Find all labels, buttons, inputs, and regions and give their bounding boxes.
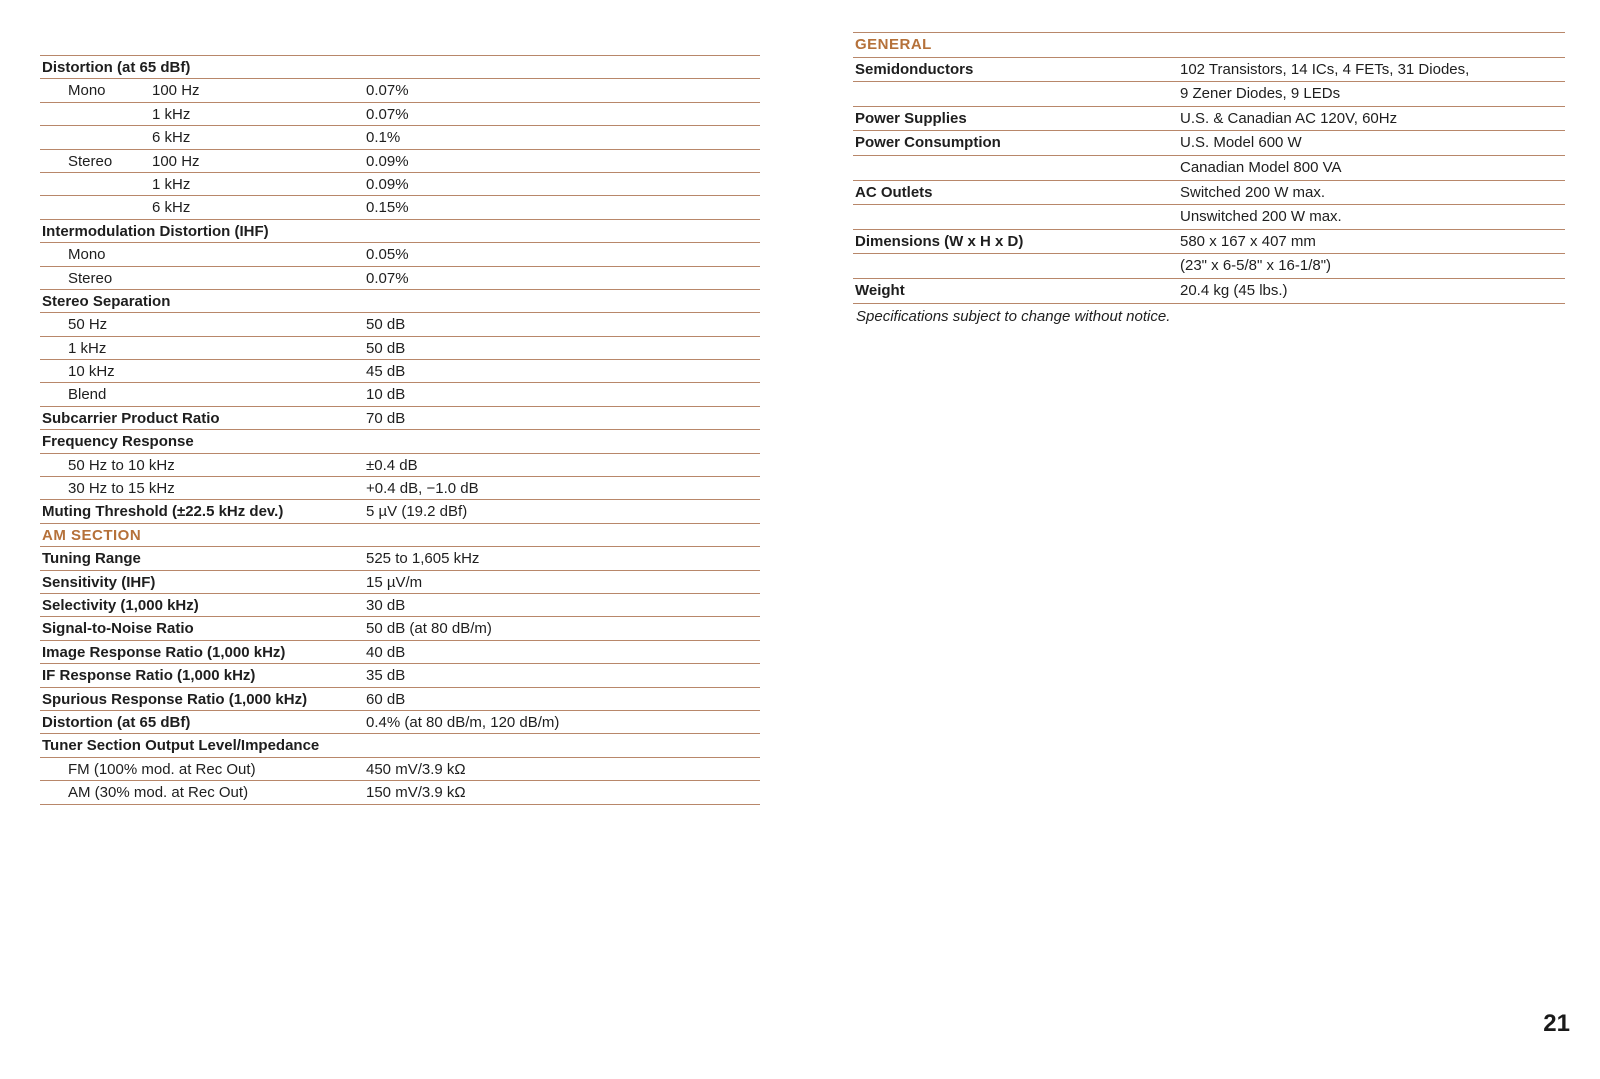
spec-sub-label: 6 kHz bbox=[152, 199, 191, 217]
spec-sub-label: 100 Hz bbox=[152, 82, 200, 100]
spec-row bbox=[40, 594, 760, 617]
spec-row bbox=[40, 103, 760, 126]
spec-label: Image Response Ratio (1,000 kHz) bbox=[42, 643, 286, 661]
spec-row bbox=[40, 313, 760, 336]
spec-label: Subcarrier Product Ratio bbox=[42, 409, 220, 427]
spec-value: +0.4 dB, −1.0 dB bbox=[366, 480, 479, 498]
footnote: Specifications subject to change without notice. bbox=[856, 308, 1171, 325]
spec-value: 0.09% bbox=[366, 175, 409, 193]
spec-label: Signal-to-Noise Ratio bbox=[42, 620, 194, 638]
spec-value: U.S. & Canadian AC 120V, 60Hz bbox=[1180, 109, 1398, 127]
spec-value: 450 mV/3.9 kΩ bbox=[366, 760, 466, 778]
spec-label: Stereo bbox=[68, 269, 113, 287]
spec-row bbox=[853, 205, 1565, 230]
spec-label: 30 Hz to 15 kHz bbox=[68, 480, 175, 498]
spec-label: Mono bbox=[68, 246, 106, 264]
section-heading bbox=[40, 524, 760, 547]
spec-row bbox=[853, 131, 1565, 156]
spec-row bbox=[40, 173, 760, 196]
spec-table-left bbox=[40, 55, 760, 805]
spec-label: Semidonductors bbox=[855, 60, 974, 78]
spec-row bbox=[40, 196, 760, 219]
spec-value: 102 Transistors, 14 ICs, 4 FETs, 31 Diodes, bbox=[1180, 60, 1470, 78]
spec-label: Tuner Section Output Level/Impedance bbox=[42, 737, 320, 755]
spec-row bbox=[40, 150, 760, 173]
spec-row bbox=[40, 664, 760, 687]
spec-row bbox=[853, 254, 1565, 279]
spec-row bbox=[853, 58, 1565, 83]
spec-value: 35 dB bbox=[366, 667, 406, 685]
spec-value: Unswitched 200 W max. bbox=[1180, 208, 1342, 226]
spec-value: 525 to 1,605 kHz bbox=[366, 550, 480, 568]
spec-label: Frequency Response bbox=[42, 433, 194, 451]
spec-label: Tuning Range bbox=[42, 550, 141, 568]
spec-label: Mono bbox=[68, 82, 106, 100]
spec-row bbox=[853, 230, 1565, 255]
spec-label: AC Outlets bbox=[855, 183, 933, 201]
spec-sub-label: 1 kHz bbox=[152, 105, 191, 123]
spec-label: 50 Hz to 10 kHz bbox=[68, 456, 175, 474]
spec-row bbox=[40, 641, 760, 664]
spec-row bbox=[40, 220, 760, 243]
page-number: 21 bbox=[1543, 1010, 1570, 1037]
spec-value: 0.05% bbox=[366, 246, 409, 264]
spec-row bbox=[40, 243, 760, 266]
spec-label: Stereo bbox=[68, 152, 113, 170]
spec-value: Switched 200 W max. bbox=[1180, 183, 1326, 201]
spec-row bbox=[40, 337, 760, 360]
spec-label: Stereo Separation bbox=[42, 292, 171, 310]
spec-row bbox=[40, 267, 760, 290]
spec-row bbox=[40, 126, 760, 149]
spec-value: 0.1% bbox=[366, 129, 401, 147]
spec-value: 0.07% bbox=[366, 269, 409, 287]
spec-label: 50 Hz bbox=[68, 316, 108, 334]
spec-row bbox=[40, 758, 760, 781]
spec-row bbox=[40, 734, 760, 757]
spec-value: 10 dB bbox=[366, 386, 406, 404]
spec-label: GENERAL bbox=[855, 36, 932, 53]
spec-value: 150 mV/3.9 kΩ bbox=[366, 784, 466, 802]
spec-value: ±0.4 dB bbox=[366, 456, 418, 474]
spec-row bbox=[40, 711, 760, 734]
spec-row bbox=[40, 571, 760, 594]
spec-label: Intermodulation Distortion (IHF) bbox=[42, 222, 269, 240]
spec-value: 0.4% (at 80 dB/m, 120 dB/m) bbox=[366, 713, 560, 731]
spec-label: Dimensions (W x H x D) bbox=[855, 232, 1024, 250]
spec-row bbox=[40, 56, 760, 79]
spec-value: 30 dB bbox=[366, 596, 406, 614]
spec-value: 0.07% bbox=[366, 82, 409, 100]
spec-label: AM SECTION bbox=[42, 526, 142, 544]
spec-value: 70 dB bbox=[366, 409, 406, 427]
spec-label: Weight bbox=[855, 281, 905, 299]
spec-row bbox=[853, 156, 1565, 181]
spec-label: Sensitivity (IHF) bbox=[42, 573, 156, 591]
spec-value: 60 dB bbox=[366, 690, 406, 708]
spec-label: Distortion (at 65 dBf) bbox=[42, 713, 191, 731]
spec-value: 0.15% bbox=[366, 199, 409, 217]
spec-value: 0.09% bbox=[366, 152, 409, 170]
spec-row bbox=[40, 79, 760, 102]
spec-label: Muting Threshold (±22.5 kHz dev.) bbox=[42, 503, 284, 521]
spec-row bbox=[40, 360, 760, 383]
spec-row bbox=[40, 430, 760, 453]
spec-sub-label: 1 kHz bbox=[152, 175, 191, 193]
spec-label: FM (100% mod. at Rec Out) bbox=[68, 760, 256, 778]
spec-row bbox=[40, 383, 760, 406]
spec-value: 580 x 167 x 407 mm bbox=[1180, 232, 1316, 250]
spec-sub-label: 6 kHz bbox=[152, 129, 191, 147]
spec-row bbox=[853, 181, 1565, 206]
spec-value: 50 dB (at 80 dB/m) bbox=[366, 620, 492, 638]
spec-label: Spurious Response Ratio (1,000 kHz) bbox=[42, 690, 308, 708]
spec-value: 20.4 kg (45 lbs.) bbox=[1180, 281, 1288, 299]
spec-label: Selectivity (1,000 kHz) bbox=[42, 596, 199, 614]
spec-value: 0.07% bbox=[366, 105, 409, 123]
spec-table-right bbox=[853, 32, 1565, 304]
spec-row bbox=[40, 547, 760, 570]
spec-value: 50 dB bbox=[366, 339, 406, 357]
spec-label: 10 kHz bbox=[68, 363, 115, 381]
spec-row bbox=[853, 82, 1565, 107]
spec-value: 40 dB bbox=[366, 643, 406, 661]
spec-row bbox=[853, 279, 1565, 304]
spec-value: U.S. Model 600 W bbox=[1180, 134, 1302, 152]
section-heading bbox=[853, 33, 1565, 58]
spec-row bbox=[40, 688, 760, 711]
spec-row bbox=[40, 407, 760, 430]
spec-row bbox=[40, 781, 760, 804]
spec-row bbox=[853, 107, 1565, 132]
spec-value: (23" x 6-5/8" x 16-1/8") bbox=[1180, 257, 1332, 275]
spec-label: AM (30% mod. at Rec Out) bbox=[68, 784, 249, 802]
spec-label: Power Consumption bbox=[855, 134, 1001, 152]
spec-value: 9 Zener Diodes, 9 LEDs bbox=[1180, 85, 1341, 103]
spec-value: Canadian Model 800 VA bbox=[1180, 158, 1342, 176]
spec-value: 5 µV (19.2 dBf) bbox=[366, 503, 468, 521]
spec-row bbox=[40, 477, 760, 500]
spec-label: Distortion (at 65 dBf) bbox=[42, 59, 191, 76]
spec-label: 1 kHz bbox=[68, 339, 107, 357]
spec-row bbox=[40, 454, 760, 477]
spec-value: 15 µV/m bbox=[366, 573, 423, 591]
spec-label: IF Response Ratio (1,000 kHz) bbox=[42, 667, 256, 685]
spec-value: 50 dB bbox=[366, 316, 406, 334]
spec-label: Power Supplies bbox=[855, 109, 967, 127]
spec-sub-label: 100 Hz bbox=[152, 152, 200, 170]
spec-row bbox=[40, 500, 760, 523]
spec-row bbox=[40, 290, 760, 313]
spec-row bbox=[40, 617, 760, 640]
spec-label: Blend bbox=[68, 386, 107, 404]
spec-value: 45 dB bbox=[366, 363, 406, 381]
